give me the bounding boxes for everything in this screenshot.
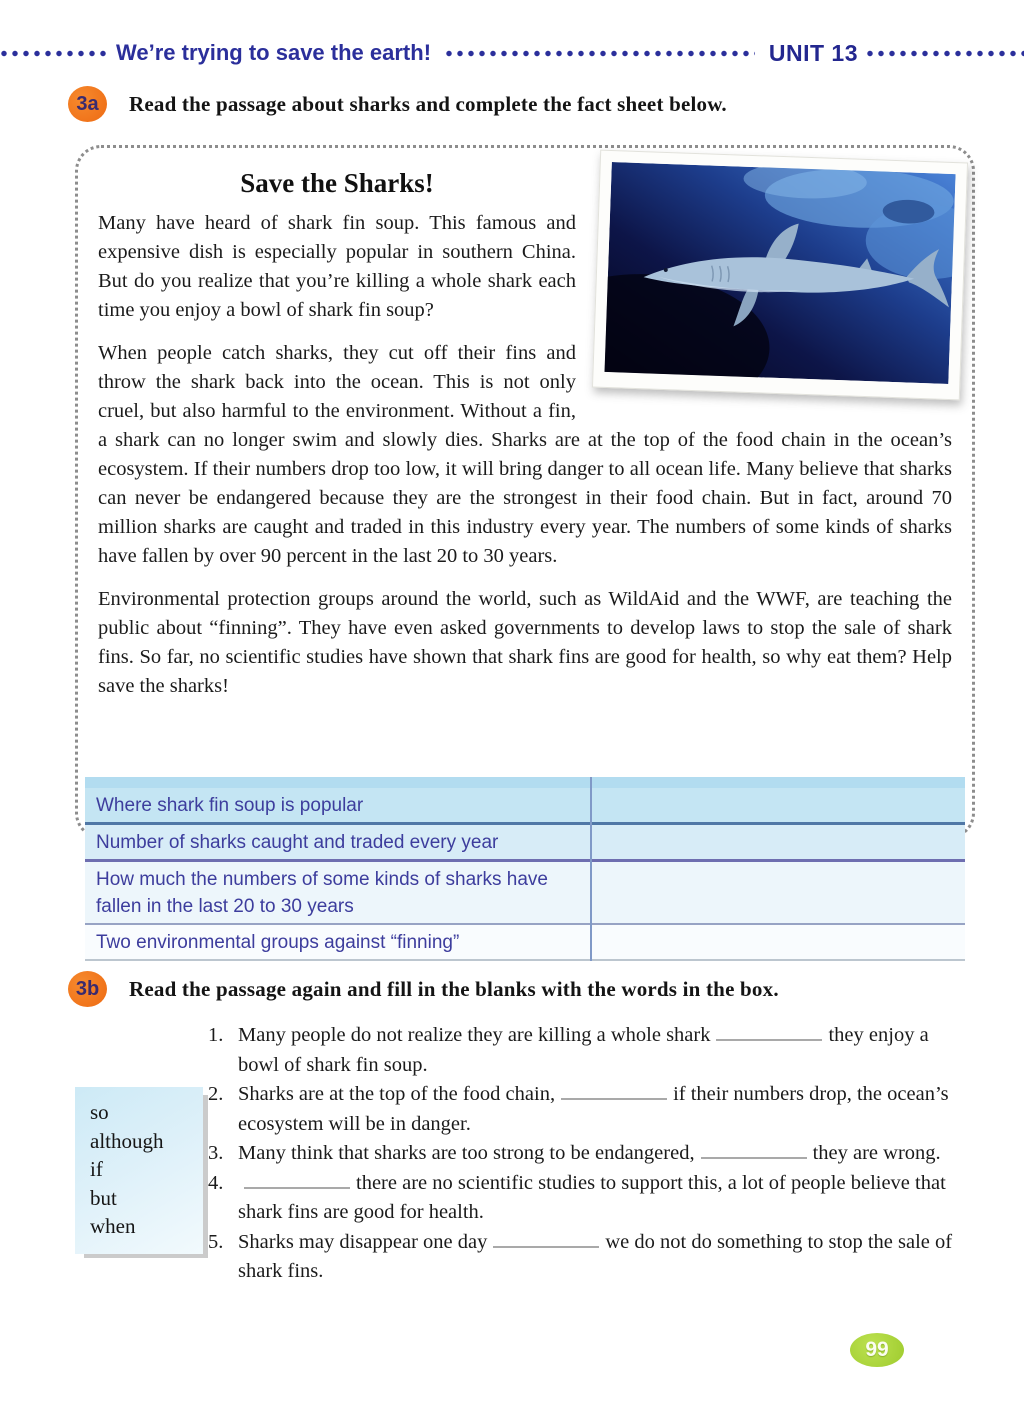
table-row — [85, 825, 965, 862]
passage-paragraph: When people catch sharks, they cut off their fins and throw the shark back into the ocean. This is not only cruel, but also harmful to the environment. Without a fin, a shark can no longer swim and slowly dies. Sharks are at the top of the food chain in the ocean’s ecosystem. If their numbers drop too low, it will bring danger to all ocean life. Many believe that sharks can never be endangered because they are the strongest in their food chain. But in fact, around 70 million sharks are caught and traded in this industry every year. The numbers of some kinds of sharks have fallen by over 90 percent in the last 20 to 30 years. — [98, 342, 952, 567]
sentence-text: we do not do something to stop the sale of shark fins. — [238, 1230, 953, 1282]
sentence-text: Many think that sharks are too strong to be endangered, — [238, 1142, 695, 1164]
page-number: 99 — [865, 1338, 889, 1361]
task-3a-badge: 3a — [68, 86, 107, 122]
task-3b — [68, 971, 984, 1007]
fact-sheet-row-label: Two environmental groups against “finning” — [96, 932, 460, 953]
fact-sheet-table — [85, 777, 965, 961]
sentence-number: 1. — [208, 1024, 224, 1046]
unit-label: UNIT 13 — [768, 39, 858, 66]
word-box-item: when — [90, 1214, 136, 1238]
shark-illustration-icon — [605, 162, 956, 384]
sentence-number: 5. — [208, 1230, 224, 1253]
fact-sheet-answer-cell[interactable] — [590, 925, 965, 959]
word-box-item: if — [90, 1157, 103, 1181]
fact-sheet-row-label: Number of sharks caught and traded every year — [96, 832, 499, 853]
sentence-number: 4. — [208, 1171, 224, 1194]
word-box-item: but — [90, 1185, 117, 1210]
sentence-text: Sharks are at the top of the food chain, — [238, 1083, 556, 1105]
table-column-divider — [590, 777, 592, 961]
shark-photo — [592, 150, 968, 401]
table-row — [85, 925, 965, 961]
passage-box — [75, 145, 975, 839]
fill-blank[interactable] — [716, 1025, 822, 1041]
unit-title: We’re trying to save the earth! — [116, 40, 432, 65]
sentence-number: 2. — [208, 1083, 224, 1105]
fill-blank[interactable] — [561, 1084, 667, 1100]
passage-paragraph: Many have heard of shark fin soup. This famous and expensive dish is especially popular in southern China. But do you realize that you’re killing a whole shark each time you enjoy a bowl of shark fin soup? — [98, 212, 576, 321]
sentence-number: 3. — [208, 1142, 224, 1164]
sentence-text: there are no scientific studies to support this, a lot of people believe that shark fins are good for health. — [238, 1171, 946, 1223]
sentence-text: Many people do not realize they are killing a whole shark — [238, 1024, 711, 1046]
fill-in-sentences — [208, 1021, 970, 1287]
sentence-text: they enjoy a bowl of shark fin soup. — [238, 1024, 929, 1076]
list-item — [208, 1021, 970, 1080]
task-3b-instruction: Read the passage again and fill in the blanks with the words in the box. — [129, 976, 779, 1001]
fill-blank[interactable] — [701, 1143, 807, 1159]
fact-sheet-top-strip — [85, 777, 965, 788]
list-item — [208, 1169, 970, 1228]
fact-sheet-row-label: Where shark fin soup is popular — [96, 795, 364, 816]
list-item — [208, 1080, 970, 1139]
task-3a-instruction: Read the passage about sharks and complete the fact sheet below. — [129, 91, 727, 116]
sentence-text: Sharks may disappear one day — [238, 1230, 488, 1253]
table-row — [85, 788, 965, 825]
word-box-item: so — [90, 1100, 109, 1124]
dotted-leader-icon — [866, 49, 1024, 58]
table-row — [85, 862, 965, 925]
dotted-leader-icon — [0, 49, 110, 58]
fact-sheet-row-label: How much the numbers of some kinds of sharks have fallen in the last 20 to 30 years — [96, 869, 548, 917]
task-3a — [68, 86, 984, 122]
fill-blank[interactable] — [493, 1232, 599, 1248]
fact-sheet-answer-cell[interactable] — [590, 788, 965, 822]
sentence-text: if their numbers drop, the ocean’s ecosystem will be in danger. — [238, 1083, 949, 1135]
unit-header — [0, 40, 1024, 66]
fact-sheet-answer-cell[interactable] — [590, 825, 965, 859]
list-item — [208, 1139, 970, 1169]
passage-title: Save the Sharks! — [240, 168, 434, 198]
sentence-text: they are wrong. — [812, 1142, 941, 1164]
page-number-badge — [850, 1333, 904, 1367]
word-box-item: although — [90, 1128, 164, 1153]
passage-paragraph: Environmental protection groups around the world, such as WildAid and the WWF, are teaching the public about “finning”. They have even asked governments to develop laws to stop the sale of shark fins. So far, no scientific studies have shown that shark fins are good for health, so why eat them? Help save the sharks! — [98, 588, 952, 697]
list-item — [208, 1228, 970, 1287]
fill-blank[interactable] — [244, 1173, 350, 1189]
dotted-leader-icon — [445, 49, 755, 58]
fact-sheet-answer-cell[interactable] — [590, 862, 965, 923]
task-3b-badge: 3b — [68, 971, 107, 1007]
word-box — [75, 1087, 203, 1254]
